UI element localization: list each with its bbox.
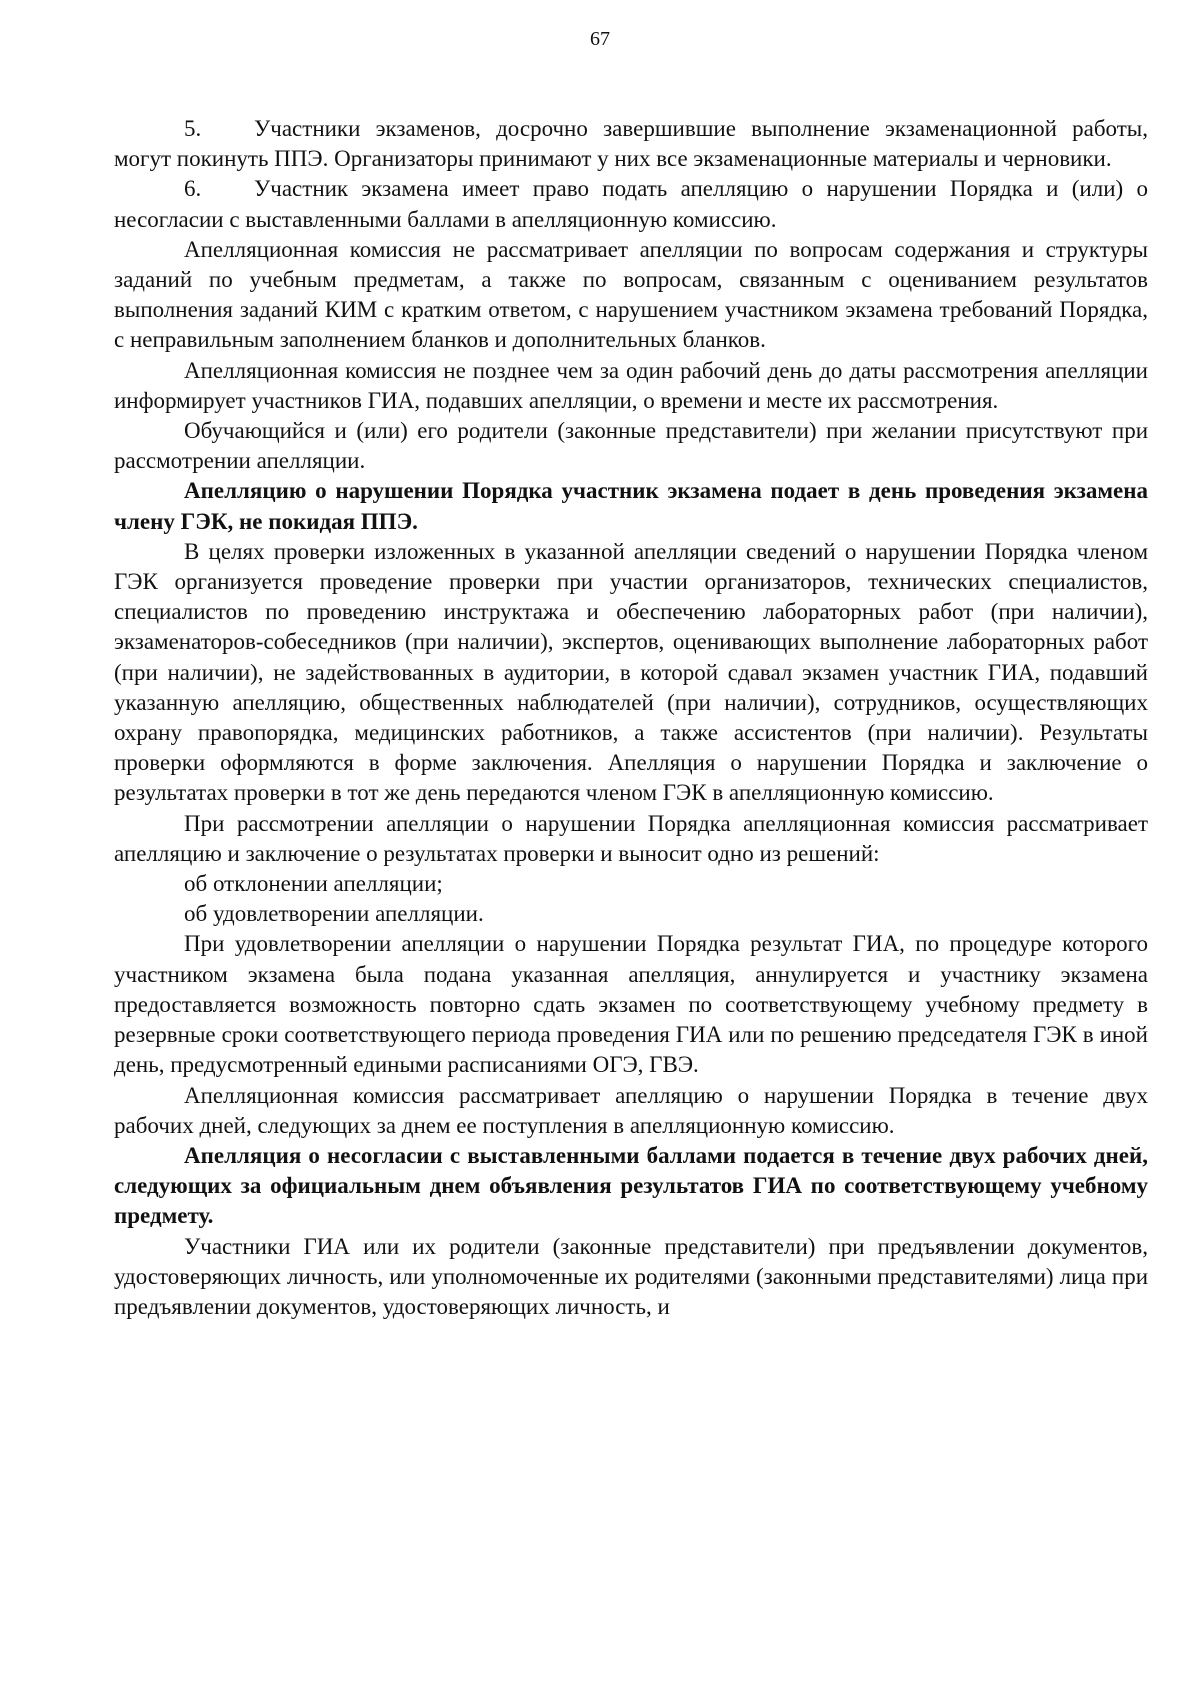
paragraph: При удовлетворении апелляции о нарушении Порядка результат ГИА, по процедуре которого участником экзамена была подана указанная апелляция, аннулируется и участнику экзамена предоставляется возможность повторно сдать экзамен по соответствующему учебному предмету в резервные сроки соответствующего периода проведения ГИА или по решению председателя ГЭК в иной день, предусмотренный едиными расписаниями ОГЭ, ГВЭ. [114, 931, 1148, 1078]
paragraph-bold: Апелляция о несогласии с выставленными баллами подается в течение двух рабочих дней, следующих за официальным днем объявления результатов ГИА по соответствующему учебному предмету. [114, 1142, 1148, 1229]
paragraph: об отклонении апелляции; [184, 871, 443, 897]
paragraph-bold: Апелляцию о нарушении Порядка участник экзамена подает в день проведения экзамена члену ГЭК, не покидая ППЭ. [114, 478, 1148, 534]
paragraph-item-6 [114, 174, 1148, 234]
paragraph: Обучающийся и (или) его родители (законные представители) при желании присутствуют при рассмотрении апелляции. [114, 418, 1148, 474]
paragraph: Апелляционная комиссия рассматривает апелляцию о нарушении Порядка в течение двух рабочих дней, следующих за днем ее поступления в апелляционную комиссию. [114, 1082, 1148, 1138]
document-body [114, 114, 1148, 1322]
paragraph: об удовлетворении апелляции. [184, 901, 484, 927]
paragraph-text: Участники экзаменов, досрочно завершившие выполнение экзаменационной работы, могут покинуть ППЭ. Организаторы принимают у них все экзаменационные материалы и черновики. [114, 116, 1148, 172]
item-number: 6. [184, 176, 202, 202]
item-number: 5. [184, 116, 202, 141]
paragraph-text: Участник экзамена имеет право подать апелляцию о нарушении Порядка и (или) о несогласии с выставленными баллами в апелляционную комиссию. [114, 176, 1148, 232]
paragraph: Участники ГИА или их родители (законные представители) при предъявлении документов, удостоверяющих личность, или уполномоченные их родителями (законными представителями) лица при предъявлении документов, удостоверяющих личность, и [114, 1233, 1148, 1319]
paragraph: Апелляционная комиссия не рассматривает апелляции по вопросам содержания и структуры заданий по учебным предметам, а также по вопросам, связанным с оцениванием результатов выполнения заданий КИМ с кратким ответом, с нарушением участником экзамена требований Порядка, с неправильным заполнением бланков и дополнительных бланков. [114, 236, 1148, 353]
page-number: 67 [590, 28, 610, 50]
paragraph: При рассмотрении апелляции о нарушении Порядка апелляционная комиссия рассматривает апелляцию и заключение о результатах проверки и выносит одно из решений: [114, 810, 1148, 866]
paragraph: В целях проверки изложенных в указанной апелляции сведений о нарушении Порядка членом ГЭК организуется проведение проверки при участии организаторов, технических специалистов, специалистов по проведению инструктажа и обеспечению лабораторных работ (при наличии), экзаменаторов-собеседников (при наличии), экспертов, оценивающих выполнение лабораторных работ (при наличии), не задействованных в аудитории, в которой сдавал экзамен участник ГИА, подавший указанную апелляцию, общественных наблюдателей (при наличии), сотрудников, осуществляющих охрану правопорядка, медицинских работников, а также ассистентов (при наличии). Результаты проверки оформляются в форме заключения. Апелляция о нарушении Порядка и заключение о результатах проверки в тот же день передаются членом ГЭК в апелляционную комиссию. [114, 538, 1148, 806]
paragraph: Апелляционная комиссия не позднее чем за один рабочий день до даты рассмотрения апелляции информирует участников ГИА, подавших апелляции, о времени и месте их рассмотрения. [114, 357, 1148, 413]
paragraph-item-5 [114, 114, 1148, 174]
